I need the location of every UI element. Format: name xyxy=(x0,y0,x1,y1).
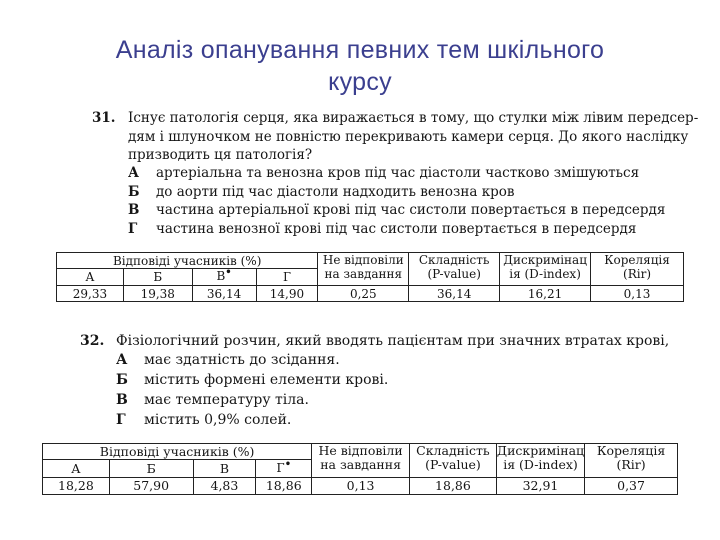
question-number: 32. xyxy=(80,333,105,349)
option-letter: А xyxy=(116,352,128,368)
q31-stats-table xyxy=(56,252,684,302)
answer-letter-header: А xyxy=(43,460,110,478)
option-letter: А xyxy=(128,165,139,181)
difficulty-header: Складність (P-value) xyxy=(409,444,496,478)
slide-title xyxy=(0,34,720,98)
table-cell: 36,14 xyxy=(409,286,500,302)
answer-letter-header: Г• xyxy=(256,460,312,478)
answer-letter-header: В• xyxy=(192,269,256,286)
answer-letter-header: Г xyxy=(256,269,318,286)
slide-title-line-1: Аналіз опанування певних тем шкільного xyxy=(115,36,605,64)
table-cell: 18,86 xyxy=(256,478,312,495)
table-cell: 29,33 xyxy=(57,286,124,302)
stem-line: Фізіологічний розчин, який вводять пацієнтам при значних втратах крові, xyxy=(116,333,670,349)
option-letter: Б xyxy=(128,183,140,200)
table-cell: 0,25 xyxy=(318,286,409,302)
table-row xyxy=(57,286,684,302)
table-cell: 36,14 xyxy=(192,286,256,302)
question-32 xyxy=(80,332,680,432)
table-cell: 0,13 xyxy=(591,286,684,302)
answer-letter-header: В xyxy=(193,460,256,478)
option-letter: Г xyxy=(116,412,126,428)
option-text: артеріальна та венозна кров під час діастоли частково змішуються xyxy=(156,165,640,181)
option-text: містить формені елементи крові. xyxy=(144,372,389,388)
correlation-header: Кореляція (Rir) xyxy=(585,444,678,478)
correlation-header: Кореляція (Rir) xyxy=(591,253,684,286)
answers-header: Відповіді учасників (%) xyxy=(57,253,318,269)
table-cell: 4,83 xyxy=(193,478,256,495)
q32-stats-table xyxy=(42,443,678,495)
stem-line: призводить ця патологія? xyxy=(128,147,313,163)
question-stem xyxy=(128,109,698,165)
option-text: містить 0,9% солей. xyxy=(144,412,292,428)
option-letter: Б xyxy=(116,372,128,388)
question-31 xyxy=(92,109,699,239)
table-row xyxy=(43,478,678,495)
table-cell: 19,38 xyxy=(123,286,192,302)
option-letter: В xyxy=(116,392,128,408)
correct-answer-marker: • xyxy=(284,458,292,470)
option-text: частина венозної крові під час систоли повертається в передсердя xyxy=(156,220,637,237)
table-cell: 18,28 xyxy=(43,478,110,495)
answer-letter-header: Б xyxy=(123,269,192,286)
correct-answer-marker: • xyxy=(225,267,232,278)
not-answered-header: Не відповіли на завдання xyxy=(312,444,410,478)
discrimination-header: Дискримінац ія (D-index) xyxy=(496,444,584,478)
question-number: 31. xyxy=(92,110,116,126)
answer-letter-header: Б xyxy=(109,460,193,478)
slide-title-line-2: курсу xyxy=(328,68,392,96)
question-stem xyxy=(116,332,669,351)
difficulty-header: Складність (P-value) xyxy=(409,253,500,286)
discrimination-header: Дискримінац ія (D-index) xyxy=(500,253,591,286)
table-cell: 14,90 xyxy=(256,286,318,302)
option-text: має здатність до зсідання. xyxy=(144,352,340,368)
not-answered-header: Не відповіли на завдання xyxy=(318,253,409,286)
answers-header: Відповіді учасників (%) xyxy=(43,444,312,460)
option-text: має температуру тіла. xyxy=(144,392,309,408)
option-letter: Г xyxy=(128,220,138,237)
table-cell: 57,90 xyxy=(109,478,193,495)
table-cell: 16,21 xyxy=(500,286,591,302)
table-cell: 0,13 xyxy=(312,478,410,495)
answer-letter-header: А xyxy=(57,269,124,286)
table-cell: 0,37 xyxy=(585,478,678,495)
table-cell: 32,91 xyxy=(496,478,584,495)
option-letter: В xyxy=(128,202,140,218)
stem-line: Існує патологія серця, яка виражається в тому, що стулки між лівим передсер- xyxy=(128,110,699,126)
table-cell: 18,86 xyxy=(409,478,496,495)
stem-line: дям і шлуночком не повністю перекривають камери серця. До якого наслідку xyxy=(128,128,689,145)
option-text: частина артеріальної крові під час систоли повертається в передсердя xyxy=(156,202,666,218)
option-text: до аорти під час діастоли надходить венозна кров xyxy=(156,183,515,200)
